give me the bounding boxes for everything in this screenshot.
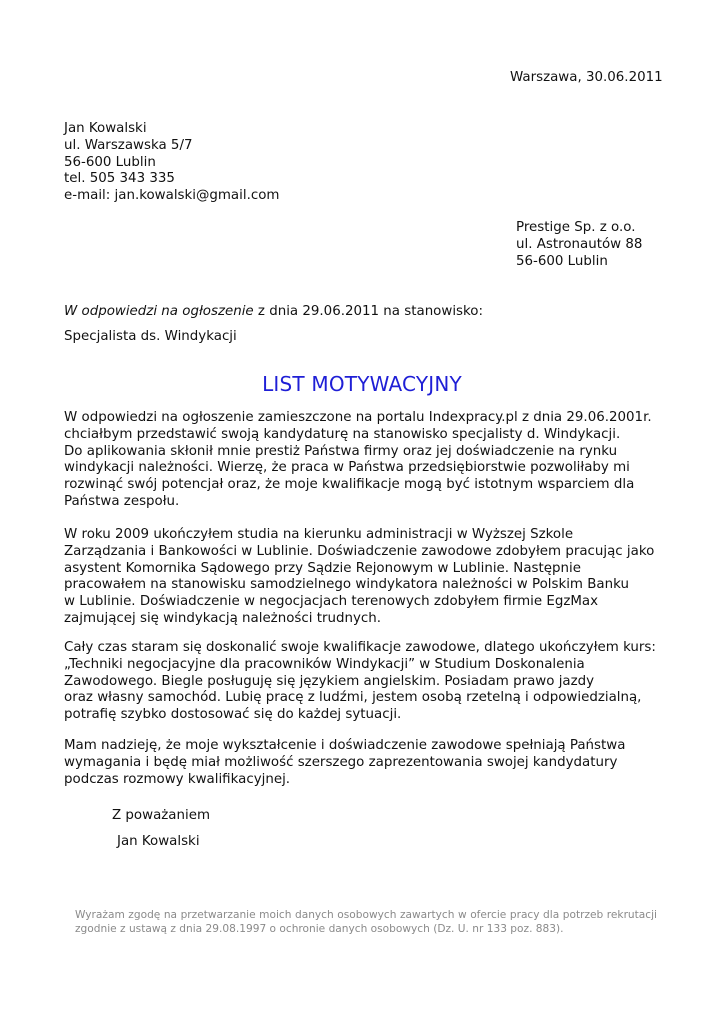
paragraph-line: Zarządzania i Bankowości w Lublinie. Doświadczenie zawodowe zdobyłem pracując jako <box>64 543 655 559</box>
paragraph-line: Do aplikowania skłonił mnie prestiż Państwa firmy oraz jej doświadczenie na rynku <box>64 443 618 459</box>
sender-email: e-mail: jan.kowalski@gmail.com <box>64 188 280 204</box>
paragraph-line: W roku 2009 ukończyłem studia na kierunku administracji w Wyższej Szkole <box>64 527 574 542</box>
sender-street: ul. Warszawska 5/7 <box>64 137 193 153</box>
closing-salutation: Z poważaniem <box>112 808 211 823</box>
body-paragraph-3 <box>64 640 674 724</box>
paragraph-line: Mam nadzieję, że moje wykształcenie i doświadczenie zawodowe spełniają Państwa <box>64 738 626 753</box>
paragraph-line: „Techniki negocjacyjne dla pracowników Windykacji” w Studium Doskonalenia <box>64 656 585 672</box>
paragraph-line: Państwa zespołu. <box>64 493 180 509</box>
body-paragraph-2 <box>64 527 674 628</box>
recipient-address-block <box>516 220 642 270</box>
sender-name: Jan Kowalski <box>64 121 147 136</box>
signature-name: Jan Kowalski <box>117 834 200 849</box>
sender-phone: tel. 505 343 335 <box>64 171 175 187</box>
body-paragraph-4 <box>64 738 674 788</box>
place-date: Warszawa, 30.06.2011 <box>510 70 663 85</box>
paragraph-line: w Lublinie. Doświadczenie w negocjacjach terenowych zdobyłem firmie EgzMax <box>64 594 599 610</box>
paragraph-line: rozwinąć swój potencjał oraz, że moje kwalifikacje mogą być istotnym wsparciem dla <box>64 477 635 493</box>
recipient-street: ul. Astronautów 88 <box>516 236 643 252</box>
data-processing-consent: Wyrażam zgodę na przetwarzanie moich danych osobowych zawartych w ofercie pracy dla potrzeb rekrutacji zgodnie z ustawą z dnia 29.08.1997 o ochronie danych osobowych (Dz. U. nr 133 poz. 883). <box>75 909 657 935</box>
paragraph-line: zajmującej się windykacją należności trudnych. <box>64 610 381 626</box>
sender-address-block <box>64 121 279 205</box>
paragraph-line: windykacji należności. Wierzę, że praca w Państwa przedsiębiorstwie pozwoliłaby mi <box>64 460 630 476</box>
job-reference <box>64 304 483 321</box>
sender-city: 56-600 Lublin <box>64 154 156 170</box>
paragraph-line: W odpowiedzi na ogłoszenie zamieszczone na portalu Indexpracy.pl z dnia 29.06.2001r. <box>64 410 652 425</box>
job-position: Specjalista ds. Windykacji <box>64 329 237 344</box>
paragraph-line: potrafię szybko dostosować się do każdej sytuacji. <box>64 707 402 723</box>
paragraph-line: chciałbym przedstawić swoją kandydaturę na stanowisko specjalisty d. Windykacji. <box>64 426 621 442</box>
letter-title: LIST MOTYWACYJNY <box>262 372 462 396</box>
paragraph-line: wymagania i będę miał możliwość szerszego zaprezentowania swojej kandydatury <box>64 754 618 770</box>
paragraph-line: podczas rozmowy kwalifikacyjnej. <box>64 771 291 787</box>
paragraph-line: pracowałem na stanowisku samodzielnego windykatora należności w Polskim Banku <box>64 577 629 593</box>
recipient-company: Prestige Sp. z o.o. <box>516 220 636 235</box>
reference-rest: z dnia 29.06.2011 na stanowisko: <box>253 304 483 319</box>
body-paragraph-1 <box>64 410 674 511</box>
paragraph-line: asystent Komornika Sądowego przy Sądzie Rejonowym w Lublinie. Następnie <box>64 560 581 576</box>
paragraph-line: oraz własny samochód. Lubię pracę z ludźmi, jestem osobą rzetelną i odpowiedzialną, <box>64 690 642 706</box>
paragraph-line: Zawodowego. Biegle posługuję się językiem angielskim. Posiadam prawo jazdy <box>64 673 595 689</box>
paragraph-line: Cały czas staram się doskonalić swoje kwalifikacje zawodowe, dlatego ukończyłem kurs: <box>64 640 656 655</box>
reference-italic: W odpowiedzi na ogłoszenie <box>64 304 254 319</box>
recipient-city: 56-600 Lublin <box>516 253 608 269</box>
